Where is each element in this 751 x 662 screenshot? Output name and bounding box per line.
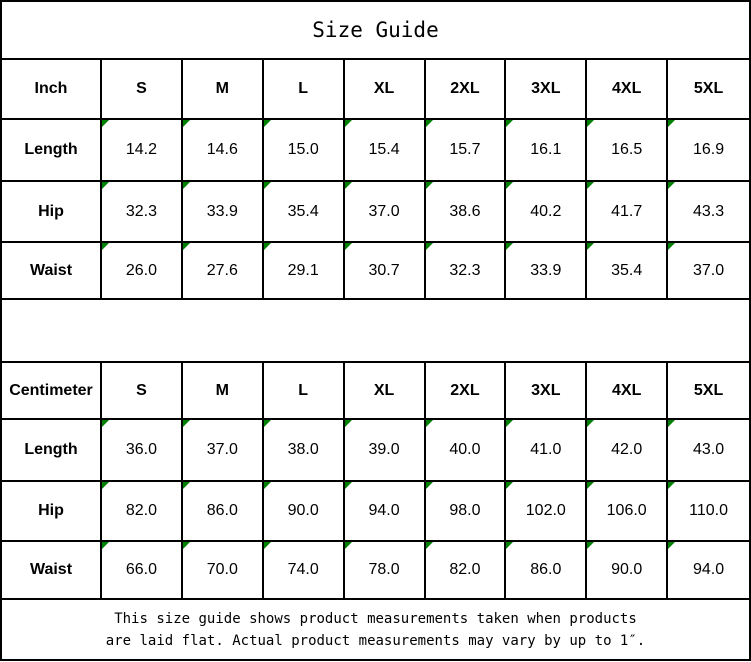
measurement-value: 94.0 (368, 502, 400, 519)
measurement-cell (426, 542, 507, 600)
corner-marker-icon (102, 120, 109, 127)
measurement-value: 26.0 (125, 261, 157, 279)
measurement-value: 39.0 (368, 441, 400, 458)
measurement-cell (668, 420, 749, 482)
corner-marker-icon (587, 482, 594, 489)
measurement-cell (668, 182, 749, 243)
table-row (2, 482, 749, 542)
corner-marker-icon (587, 420, 594, 427)
measurement-value: 15.4 (368, 141, 400, 158)
size-column-header: 4XL (587, 60, 668, 120)
measurement-value: 27.6 (206, 261, 238, 279)
corner-marker-icon (102, 482, 109, 489)
measurement-cell (587, 542, 668, 600)
measurement-cell (345, 243, 426, 300)
measurement-value: 86.0 (206, 502, 238, 519)
measurement-value: 94.0 (692, 561, 725, 578)
measurement-cell (587, 482, 668, 542)
measurement-value: 41.0 (530, 441, 562, 458)
spacer-cell (2, 300, 749, 363)
inch-header-row (2, 60, 749, 120)
measurement-value: 37.0 (368, 202, 400, 220)
measurement-value: 35.4 (611, 261, 643, 279)
measurement-cell (264, 120, 345, 182)
corner-marker-icon (506, 542, 513, 549)
size-column-header: L (264, 60, 345, 120)
measurement-cell (102, 182, 183, 243)
measurement-cell (102, 542, 183, 600)
measurement-value: 16.1 (530, 141, 562, 158)
measurement-value: 16.9 (692, 141, 725, 158)
corner-marker-icon (587, 243, 594, 250)
row-label-cell: Waist (2, 243, 102, 300)
unit-header-cell: Inch (2, 60, 102, 120)
measurement-value: 66.0 (125, 561, 157, 578)
row-label-cell: Length (2, 120, 102, 182)
size-column-header: M (183, 363, 264, 420)
corner-marker-icon (264, 182, 271, 189)
measurement-cell (183, 243, 264, 300)
measurement-cell (183, 542, 264, 600)
size-column-header: S (102, 60, 183, 120)
centimeter-header-row (2, 363, 749, 420)
corner-marker-icon (264, 420, 271, 427)
measurement-value: 40.0 (449, 441, 481, 458)
measurement-cell (345, 120, 426, 182)
measurement-value: 41.7 (611, 202, 643, 220)
measurement-cell (183, 482, 264, 542)
measurement-cell (102, 120, 183, 182)
corner-marker-icon (506, 243, 513, 250)
measurement-value: 33.9 (206, 202, 238, 220)
measurement-value: 90.0 (287, 502, 319, 519)
corner-marker-icon (345, 120, 352, 127)
size-column-header: L (264, 363, 345, 420)
measurement-cell (426, 482, 507, 542)
corner-marker-icon (102, 182, 109, 189)
measurement-value: 40.2 (530, 202, 562, 220)
row-label-cell: Hip (2, 482, 102, 542)
measurement-cell (264, 482, 345, 542)
measurement-cell (587, 243, 668, 300)
measurement-cell (506, 182, 587, 243)
corner-marker-icon (183, 482, 190, 489)
measurement-cell (668, 482, 749, 542)
measurement-cell (587, 420, 668, 482)
corner-marker-icon (668, 182, 675, 189)
page-title: Size Guide (2, 2, 749, 60)
corner-marker-icon (264, 482, 271, 489)
table-row (2, 420, 749, 482)
measurement-value: 110.0 (689, 502, 728, 519)
spacer-row (2, 300, 749, 363)
table-row (2, 542, 749, 600)
corner-marker-icon (587, 182, 594, 189)
table-row (2, 243, 749, 300)
measurement-cell (426, 120, 507, 182)
measurement-value: 35.4 (287, 202, 319, 220)
measurement-value: 86.0 (530, 561, 562, 578)
row-label-cell: Waist (2, 542, 102, 600)
corner-marker-icon (426, 182, 433, 189)
measurement-cell (264, 420, 345, 482)
size-column-header: 2XL (426, 60, 507, 120)
corner-marker-icon (668, 482, 675, 489)
row-label-cell: Length (2, 420, 102, 482)
measurement-cell (102, 482, 183, 542)
corner-marker-icon (102, 542, 109, 549)
footer-row (2, 600, 749, 659)
corner-marker-icon (345, 182, 352, 189)
corner-marker-icon (183, 542, 190, 549)
corner-marker-icon (668, 120, 675, 127)
measurement-value: 14.6 (206, 141, 238, 158)
row-label-cell: Hip (2, 182, 102, 243)
measurement-cell (587, 182, 668, 243)
measurement-cell (426, 182, 507, 243)
measurement-value: 15.0 (287, 141, 319, 158)
table-row (2, 182, 749, 243)
measurement-cell (345, 482, 426, 542)
measurement-value: 106.0 (606, 502, 647, 519)
measurement-value: 38.0 (287, 441, 319, 458)
measurement-value: 43.0 (692, 441, 725, 458)
corner-marker-icon (506, 420, 513, 427)
measurement-cell (426, 243, 507, 300)
measurement-cell (426, 420, 507, 482)
corner-marker-icon (183, 182, 190, 189)
measurement-cell (587, 120, 668, 182)
corner-marker-icon (668, 542, 675, 549)
measurement-value: 82.0 (449, 561, 481, 578)
table-row (2, 120, 749, 182)
corner-marker-icon (264, 542, 271, 549)
measurement-value: 38.6 (449, 202, 481, 220)
corner-marker-icon (102, 420, 109, 427)
measurement-value: 42.0 (611, 441, 643, 458)
measurement-value: 90.0 (611, 561, 643, 578)
measurement-value: 74.0 (287, 561, 319, 578)
measurement-cell (506, 243, 587, 300)
size-column-header: 5XL (668, 363, 749, 420)
measurement-cell (668, 542, 749, 600)
corner-marker-icon (183, 120, 190, 127)
measurement-value: 78.0 (368, 561, 400, 578)
corner-marker-icon (587, 542, 594, 549)
corner-marker-icon (345, 482, 352, 489)
corner-marker-icon (426, 542, 433, 549)
size-column-header: S (102, 363, 183, 420)
measurement-value: 37.0 (692, 261, 725, 279)
measurement-value: 30.7 (368, 261, 400, 279)
measurement-value: 98.0 (449, 502, 481, 519)
corner-marker-icon (668, 243, 675, 250)
corner-marker-icon (345, 542, 352, 549)
measurement-value: 32.3 (449, 261, 481, 279)
measurement-value: 70.0 (206, 561, 238, 578)
size-column-header: XL (345, 60, 426, 120)
corner-marker-icon (345, 243, 352, 250)
measurement-cell (345, 420, 426, 482)
measurement-value: 33.9 (530, 261, 562, 279)
corner-marker-icon (426, 420, 433, 427)
footer-note-line1: This size guide shows product measurements taken when products (114, 610, 637, 627)
size-column-header: 4XL (587, 363, 668, 420)
size-column-header: M (183, 60, 264, 120)
measurement-value: 36.0 (125, 441, 157, 458)
corner-marker-icon (506, 120, 513, 127)
measurement-cell (506, 542, 587, 600)
measurement-cell (102, 243, 183, 300)
size-column-header: XL (345, 363, 426, 420)
measurement-value: 15.7 (449, 141, 481, 158)
size-column-header: 3XL (506, 363, 587, 420)
corner-marker-icon (102, 243, 109, 250)
corner-marker-icon (426, 482, 433, 489)
measurement-value: 82.0 (125, 502, 157, 519)
unit-header-cell: Centimeter (2, 363, 102, 420)
corner-marker-icon (183, 420, 190, 427)
measurement-value: 37.0 (206, 441, 238, 458)
measurement-cell (183, 120, 264, 182)
measurement-cell (506, 482, 587, 542)
corner-marker-icon (345, 420, 352, 427)
footer-note-line2: are laid flat. Actual product measurements may vary by up to 1″. (105, 632, 646, 649)
size-column-header: 5XL (668, 60, 749, 120)
measurement-cell (183, 420, 264, 482)
measurement-cell (668, 120, 749, 182)
corner-marker-icon (506, 482, 513, 489)
corner-marker-icon (183, 243, 190, 250)
measurement-cell (102, 420, 183, 482)
footer-note (2, 600, 749, 659)
corner-marker-icon (668, 420, 675, 427)
corner-marker-icon (426, 120, 433, 127)
measurement-cell (264, 243, 345, 300)
measurement-value: 32.3 (125, 202, 157, 220)
measurement-cell (668, 243, 749, 300)
measurement-cell (506, 120, 587, 182)
corner-marker-icon (587, 120, 594, 127)
measurement-cell (345, 182, 426, 243)
size-column-header: 3XL (506, 60, 587, 120)
size-column-header: 2XL (426, 363, 507, 420)
measurement-cell (506, 420, 587, 482)
measurement-cell (264, 182, 345, 243)
measurement-value: 43.3 (692, 202, 725, 220)
title-row (2, 2, 749, 60)
corner-marker-icon (426, 243, 433, 250)
corner-marker-icon (264, 120, 271, 127)
measurement-value: 29.1 (287, 261, 319, 279)
measurement-value: 102.0 (525, 502, 566, 519)
measurement-cell (264, 542, 345, 600)
measurement-cell (345, 542, 426, 600)
measurement-cell (183, 182, 264, 243)
measurement-value: 14.2 (125, 141, 157, 158)
measurement-value: 16.5 (611, 141, 643, 158)
corner-marker-icon (506, 182, 513, 189)
corner-marker-icon (264, 243, 271, 250)
